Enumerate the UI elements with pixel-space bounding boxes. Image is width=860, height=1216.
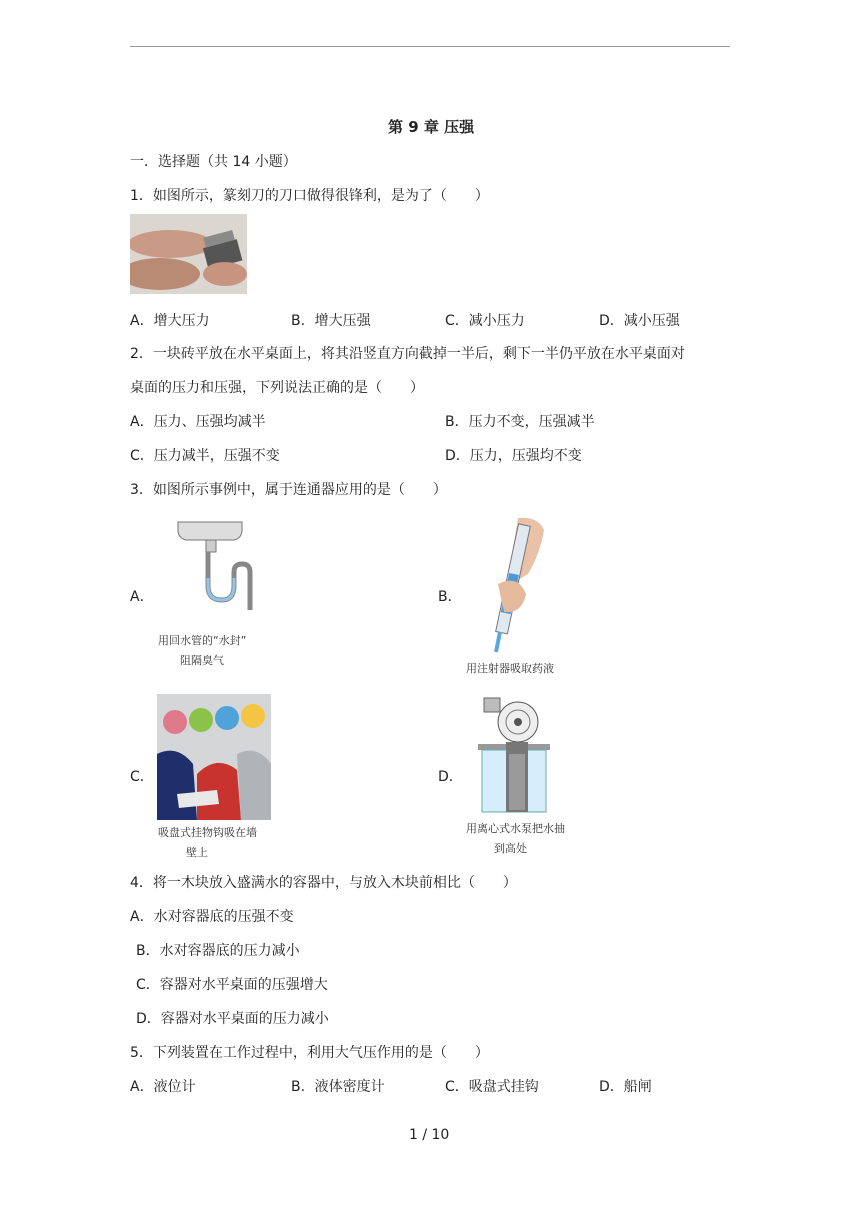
q2-stem-line1: 2．一块砖平放在水平桌面上，将其沿竖直方向截掉一半后，剩下一半仍平放在水平桌面对 bbox=[130, 346, 685, 362]
sink-trap-figure bbox=[170, 516, 260, 612]
q4-option-b: B．水对容器底的压力减小 bbox=[136, 943, 300, 959]
q3-caption-b: 用注射器吸取药液 bbox=[466, 662, 554, 675]
q2-option-c: C．压力减半，压强不变 bbox=[130, 448, 280, 464]
q3-caption-c2: 壁上 bbox=[186, 846, 208, 859]
q3-label-a: A． bbox=[130, 589, 154, 605]
q3-caption-c1: 吸盘式挂物钩吸在墙 bbox=[158, 826, 257, 839]
q3-stem: 3．如图所示事例中，属于连通器应用的是（ ） bbox=[130, 482, 447, 498]
q4-option-a: A．水对容器底的压强不变 bbox=[130, 909, 294, 925]
q5-option-d: D．船闸 bbox=[599, 1079, 652, 1095]
q5-option-a: A．液位计 bbox=[130, 1079, 196, 1095]
q3-caption-d2: 到高处 bbox=[494, 842, 527, 855]
q3-caption-d1: 用离心式水泵把水抽 bbox=[466, 822, 565, 835]
q3-caption-a2: 阻隔臭气 bbox=[180, 654, 224, 667]
q1-stem: 1．如图所示，篆刻刀的刀口做得很锋利，是为了（ ） bbox=[130, 188, 489, 204]
header-rule bbox=[130, 46, 730, 47]
chapter-title: 第 9 章 压强 bbox=[388, 118, 475, 136]
q1-option-d: D．减小压强 bbox=[599, 313, 680, 329]
section-heading: 一．选择题（共 14 小题） bbox=[130, 154, 297, 170]
q2-option-d: D．压力，压强均不变 bbox=[445, 448, 582, 464]
q4-option-d: D．容器对水平桌面的压力减小 bbox=[136, 1011, 329, 1027]
engraving-knife-photo bbox=[130, 214, 247, 294]
page-number: 1 / 10 bbox=[409, 1127, 450, 1143]
syringe-figure bbox=[478, 514, 550, 654]
q3-label-b: B． bbox=[438, 589, 462, 605]
q5-stem: 5．下列装置在工作过程中，利用大气压作用的是（ ） bbox=[130, 1045, 489, 1061]
q3-caption-a1: 用回水管的“水封” bbox=[158, 634, 247, 647]
q2-stem-line2: 桌面的压力和压强，下列说法正确的是（ ） bbox=[130, 380, 424, 396]
q1-option-c: C．减小压力 bbox=[445, 313, 525, 329]
q3-label-c: C． bbox=[130, 769, 154, 785]
q1-option-a: A．增大压力 bbox=[130, 313, 210, 329]
suction-hook-photo bbox=[157, 694, 271, 820]
q1-option-b: B．增大压强 bbox=[291, 313, 371, 329]
q4-option-c: C．容器对水平桌面的压强增大 bbox=[136, 977, 328, 993]
q4-stem: 4．将一木块放入盛满水的容器中，与放入木块前相比（ ） bbox=[130, 875, 517, 891]
q5-option-b: B．液体密度计 bbox=[291, 1079, 385, 1095]
q5-option-c: C．吸盘式挂钩 bbox=[445, 1079, 539, 1095]
q2-option-a: A．压力、压强均减半 bbox=[130, 414, 266, 430]
q2-option-b: B．压力不变，压强减半 bbox=[445, 414, 595, 430]
q3-label-d: D． bbox=[438, 769, 463, 785]
centrifugal-pump-figure bbox=[478, 694, 550, 814]
